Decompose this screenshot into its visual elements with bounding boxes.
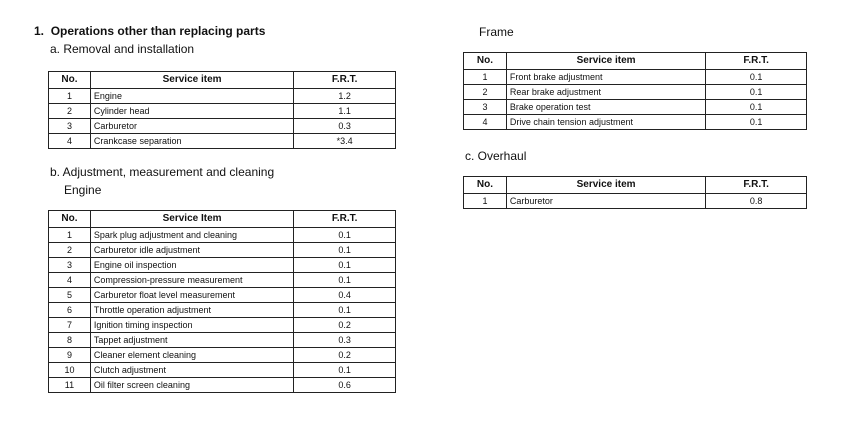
table-row (49, 258, 396, 273)
frt-cell: 0.1 (294, 363, 396, 378)
section-number: 1. (34, 24, 45, 38)
frt-cell: 0.1 (294, 258, 396, 273)
section-heading (34, 24, 265, 38)
frt-cell: 0.2 (294, 318, 396, 333)
table-row (49, 318, 396, 333)
service-item-cell: Engine oil inspection (90, 258, 293, 273)
frame-adjustment-table (463, 52, 807, 130)
row-number: 1 (464, 194, 507, 209)
row-number: 4 (49, 134, 91, 149)
table-row (464, 70, 807, 85)
frt-cell: 0.6 (294, 378, 396, 393)
service-item-cell: Tappet adjustment (90, 333, 293, 348)
table-row (49, 288, 396, 303)
row-number: 3 (49, 119, 91, 134)
service-item-cell: Clutch adjustment (90, 363, 293, 378)
row-number: 8 (49, 333, 91, 348)
col-header-service-item: Service item (90, 72, 293, 89)
service-item-cell: Carburetor (506, 194, 705, 209)
service-item-cell: Cylinder head (90, 104, 293, 119)
row-number: 1 (464, 70, 507, 85)
subheading-adjustment: b. Adjustment, measurement and cleaning (50, 165, 275, 179)
row-number: 5 (49, 288, 91, 303)
row-number: 3 (49, 258, 91, 273)
service-item-cell: Carburetor idle adjustment (90, 243, 293, 258)
frt-cell: *3.4 (294, 134, 396, 149)
table-row (49, 363, 396, 378)
col-header-frt: F.R.T. (706, 177, 807, 194)
service-item-cell: Oil filter screen cleaning (90, 378, 293, 393)
table-row (49, 348, 396, 363)
service-item-cell: Ignition timing inspection (90, 318, 293, 333)
row-number: 6 (49, 303, 91, 318)
table-row (464, 194, 807, 209)
row-number: 7 (49, 318, 91, 333)
row-number: 2 (464, 85, 507, 100)
col-header-no: No. (464, 177, 507, 194)
service-item-cell: Front brake adjustment (506, 70, 705, 85)
col-header-service-item: Service item (506, 177, 705, 194)
row-number: 2 (49, 104, 91, 119)
overhaul-table (463, 176, 807, 209)
service-item-cell: Drive chain tension adjustment (506, 115, 705, 130)
row-number: 1 (49, 228, 91, 243)
table-row (464, 115, 807, 130)
subheading-engine: Engine (64, 183, 102, 197)
row-number: 11 (49, 378, 91, 393)
table-row (464, 85, 807, 100)
table-row (49, 119, 396, 134)
col-header-no: No. (49, 72, 91, 89)
table-row (49, 303, 396, 318)
service-item-cell: Engine (90, 89, 293, 104)
table-row (464, 100, 807, 115)
col-header-frt: F.R.T. (294, 72, 396, 89)
service-item-cell: Compression-pressure measurement (90, 273, 293, 288)
service-item-cell: Carburetor (90, 119, 293, 134)
service-item-cell: Brake operation test (506, 100, 705, 115)
table-row (49, 333, 396, 348)
frt-cell: 0.2 (294, 348, 396, 363)
col-header-no: No. (464, 53, 507, 70)
engine-adjustment-table (48, 210, 396, 393)
frt-cell: 0.1 (294, 303, 396, 318)
service-item-cell: Carburetor float level measurement (90, 288, 293, 303)
service-item-cell: Cleaner element cleaning (90, 348, 293, 363)
col-header-no: No. (49, 211, 91, 228)
frt-cell: 0.1 (706, 100, 807, 115)
table-row (49, 104, 396, 119)
row-number: 10 (49, 363, 91, 378)
frt-cell: 0.1 (294, 273, 396, 288)
row-number: 4 (49, 273, 91, 288)
frt-cell: 0.1 (706, 70, 807, 85)
frt-cell: 0.3 (294, 333, 396, 348)
frt-cell: 0.8 (706, 194, 807, 209)
row-number: 9 (49, 348, 91, 363)
subheading-removal: a. Removal and installation (50, 42, 195, 56)
subheading-overhaul: c. Overhaul (465, 149, 527, 163)
frt-cell: 0.1 (706, 85, 807, 100)
table-row (49, 134, 396, 149)
row-number: 2 (49, 243, 91, 258)
frt-cell: 0.3 (294, 119, 396, 134)
table-row (49, 228, 396, 243)
frt-cell: 0.1 (294, 228, 396, 243)
table-row (49, 89, 396, 104)
col-header-frt: F.R.T. (294, 211, 396, 228)
service-item-cell: Rear brake adjustment (506, 85, 705, 100)
service-item-cell: Crankcase separation (90, 134, 293, 149)
frt-cell: 1.2 (294, 89, 396, 104)
row-number: 3 (464, 100, 507, 115)
frt-cell: 1.1 (294, 104, 396, 119)
service-item-cell: Spark plug adjustment and cleaning (90, 228, 293, 243)
frt-cell: 0.1 (294, 243, 396, 258)
subheading-frame: Frame (479, 25, 514, 39)
row-number: 1 (49, 89, 91, 104)
frt-cell: 0.1 (706, 115, 807, 130)
table-row (49, 273, 396, 288)
service-item-cell: Throttle operation adjustment (90, 303, 293, 318)
table-row (49, 378, 396, 393)
col-header-service-item: Service item (506, 53, 705, 70)
removal-installation-table (48, 71, 396, 149)
section-title: Operations other than replacing parts (50, 24, 266, 38)
col-header-frt: F.R.T. (706, 53, 807, 70)
row-number: 4 (464, 115, 507, 130)
frt-cell: 0.4 (294, 288, 396, 303)
col-header-service-item: Service Item (90, 211, 293, 228)
table-row (49, 243, 396, 258)
